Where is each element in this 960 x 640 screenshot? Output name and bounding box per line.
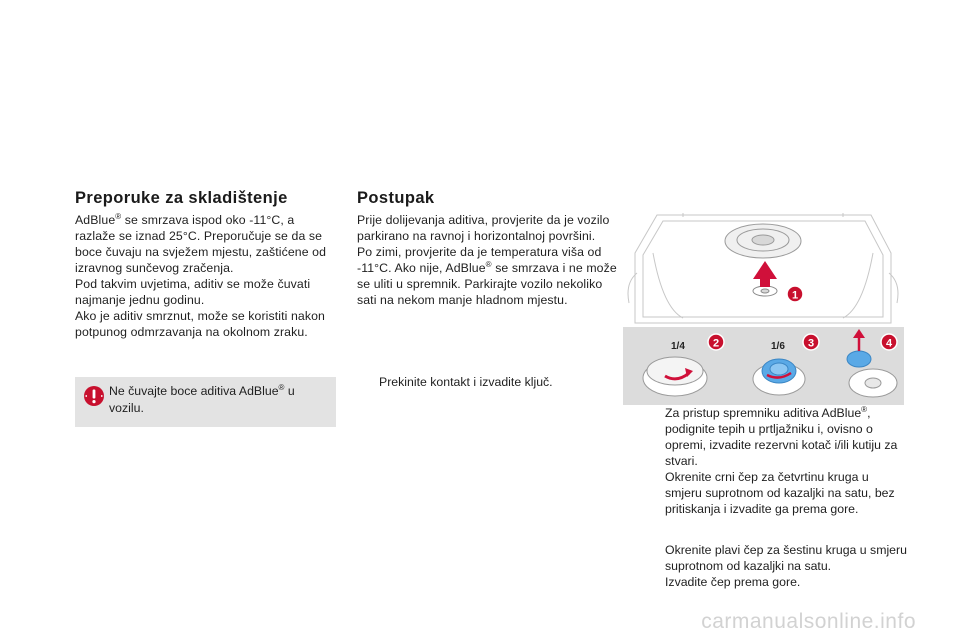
step-marker-3 <box>803 334 819 350</box>
spare-wheel-drawing <box>725 224 801 258</box>
bullet-ignition-off: Prekinite kontakt i izvadite ključ. <box>379 375 553 389</box>
svg-text:1: 1 <box>791 289 799 302</box>
sixth-turn-label: 1/6 <box>771 341 785 352</box>
procedure-text <box>357 212 619 308</box>
step-marker-2 <box>708 334 724 350</box>
bullet-remove-cap: Izvadite čep prema gore. <box>665 575 801 589</box>
storage-text <box>75 212 337 340</box>
adblue-tank-access-illustration <box>623 213 904 405</box>
bullet-access-tank: Za pristup spremniku aditiva AdBlue®, podignite tepih u prtljažniku i, ovisno o opremi, izvadite rezervni kotač i/ili kutiju za stvari. <box>665 404 898 468</box>
storage-heading: Preporuke za skladištenje <box>75 189 288 207</box>
step-marker-4 <box>881 334 897 350</box>
black-cap-drawing <box>643 357 707 396</box>
bullet-black-cap: Okrenite crni čep za četvrtinu kruga u smjeru suprotnom od kazaljki na satu, bez pritiskanja i izvadite ga prema gore. <box>665 470 895 516</box>
storage-paragraph-1: AdBlue® se smrzava ispod oko -11°C, a razlaže se iznad 25°C. Preporučuje se da se boce čuvaju na svježem mjestu, zaštićene od izravnog sunčevog zračenja. <box>75 211 327 275</box>
procedure-paragraph-1: Prije dolijevanja aditiva, provjerite da je vozilo parkirano na ravnoj i horizontalnoj površini. <box>357 213 610 243</box>
storage-paragraph-2: Pod takvim uvjetima, aditiv se može čuvati najmanje jednu godinu. <box>75 277 311 307</box>
svg-text:4: 4 <box>885 337 893 350</box>
svg-text:2: 2 <box>712 337 720 350</box>
filler-cap-location <box>753 286 777 296</box>
warning-text: Ne čuvajte boce aditiva AdBlue® u vozilu. <box>109 382 295 415</box>
storage-paragraph-3: Ako je aditiv smrznut, može se koristiti nakon potpunog odmrzavanja na okolnom zraku. <box>75 309 325 339</box>
svg-text:3: 3 <box>807 337 815 350</box>
warning-box <box>75 377 336 427</box>
bullet-blue-cap: Okrenite plavi čep za šestinu kruga u smjeru suprotnom od kazaljki na satu. <box>665 543 907 573</box>
quarter-turn-label: 1/4 <box>671 341 685 352</box>
warning-icon <box>83 385 105 407</box>
step-marker-1 <box>787 286 803 302</box>
procedure-heading: Postupak <box>357 189 435 207</box>
lift-arrow-icon <box>753 261 777 287</box>
procedure-paragraph-2: Po zimi, provjerite da je temperatura viša od -11°C. Ako nije, AdBlue® se smrzava i ne može se uliti u spremnik. Parkirajte vozilo nekoliko sati na nekom manje hladnom mjestu. <box>357 245 617 307</box>
watermark: carmanualsonline.info <box>701 610 916 633</box>
